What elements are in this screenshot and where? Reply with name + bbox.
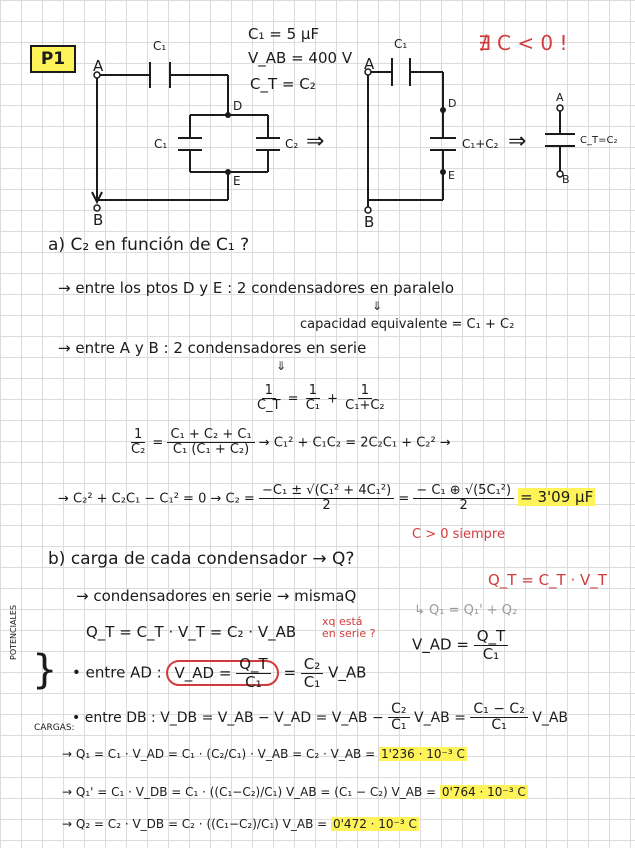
q1p-value: 0'764 · 10⁻³ C — [441, 785, 526, 799]
label-b: B — [93, 211, 104, 229]
label-b-2: B — [364, 213, 375, 231]
potenciales-label: POTENCIALES — [9, 604, 18, 660]
section-b-title: b) carga de cada condensador → Q? — [48, 549, 355, 569]
label-d: D — [233, 99, 243, 113]
q2-value: 0'472 · 10⁻³ C — [333, 817, 417, 831]
label-e: E — [233, 174, 241, 188]
note-positive: C > 0 siempre — [412, 527, 505, 542]
label-c1-left: C₁ — [154, 137, 168, 151]
implies-arrow-2: ⇒ — [508, 129, 527, 154]
red-note: ∄ C < 0 ! — [478, 31, 568, 55]
qt-line: Q_T = C_T · V_T = C₂ · V_AB — [86, 623, 297, 641]
vad-box: V_AD = $\frac{Q\_T}{\text{C₁}}$ — [166, 660, 278, 686]
q1-value: 1'236 · 10⁻³ C — [380, 747, 465, 761]
section-a-line2: → entre A y B : 2 condensadores en serie — [58, 339, 367, 357]
section-a-line1-result: capacidad equivalente = C₁ + C₂ — [300, 317, 515, 332]
xq-note: xq está en serie ? — [322, 615, 376, 641]
equation-2: $\frac{1}{\text{C₂}}$ = $\frac{\text{C₁ + C₂ + C₁}}{\text{C₁ (C₁ + C₂)}}$ → C₁² + C₁C₂ = 2C₂C₁ + C₂² → — [131, 427, 451, 458]
given-c1: C₁ = 5 μF — [248, 25, 320, 43]
problem-tag: P1 — [30, 45, 76, 73]
label-c1-top: C₁ — [153, 39, 167, 53]
label-ct: C_T=C₂ — [580, 135, 618, 146]
brace: } — [32, 647, 58, 693]
label-a-2: A — [364, 55, 375, 73]
qsum-gray: ↳ Q₁ = Q₁' + Q₂ — [414, 603, 518, 618]
given-vab: V_AB = 400 V — [248, 49, 353, 67]
result-c2: = 3'09 μF — [520, 488, 594, 507]
vad-right: V_AD = $\frac{Q\_T}{\text{C₁}}$ — [412, 628, 508, 662]
equation-3: → C₂² + C₂C₁ − C₁² = 0 → C₂ = $\frac{\text{−C₁ ± √(C₁² + 4C₁²)}}{2}$ = $\frac{\text{− C₁ ⊕ √(5C₁²)}}{2}$ = 3'09 μF — [58, 483, 594, 514]
cargas-label: CARGAS: — [34, 723, 75, 733]
label-c1c2: C₁+C₂ — [462, 137, 499, 151]
q2-line: → Q₂ = C₂ · V_DB = C₂ · ((C₁−C₂)/C₁) V_AB = 0'472 · 10⁻³ C — [62, 817, 417, 831]
label-d-2: D — [448, 97, 457, 110]
section-a-line2-arrow: ⇓ — [276, 359, 287, 373]
implies-arrow-1: ⇒ — [306, 129, 325, 154]
circuit-2 — [368, 58, 456, 208]
qt-red: Q_T = C_T · V_T — [488, 571, 607, 589]
label-a-3: A — [556, 91, 564, 104]
equation-1: $\frac{1}{C\_T}$ = $\frac{1}{\text{C₁}}$ + $\frac{1}{\text{C₁+C₂}}$ — [257, 383, 385, 414]
label-c2: C₂ — [285, 137, 299, 151]
section-b-line1: → condensadores en serie → mismaQ — [76, 587, 357, 605]
label-c1-2: C₁ — [394, 37, 408, 51]
entre-ad: • entre AD : V_AD = $\frac{Q\_T}{\text{C₁}}$ = $\frac{\text{C₂}}{\text{C₁}}$ V_AB — [72, 655, 367, 691]
q1p-line: → Q₁' = C₁ · V_DB = C₁ · ((C₁−C₂)/C₁) V_AB = (C₁ − C₂) V_AB = 0'764 · 10⁻³ C — [62, 785, 526, 799]
q1-line: → Q₁ = C₁ · V_AD = C₁ · (C₂/C₁) · V_AB = C₂ · V_AB = 1'236 · 10⁻³ C — [62, 747, 465, 761]
label-e-2: E — [448, 169, 455, 182]
section-a-line1-arrow: ⇓ — [372, 299, 383, 313]
entre-db: • entre DB : V_DB = V_AB − V_AD = V_AB − $\frac{\text{C₂}}{\text{C₁}}$ V_AB = $\frac{\text{C₁ − C₂}}{\text{C₁}}$ V_AB — [72, 701, 569, 734]
circuit-3 — [545, 108, 575, 172]
section-a-title: a) C₂ en función de C₁ ? — [48, 235, 250, 255]
label-a: A — [93, 57, 104, 75]
given-ct: C_T = C₂ — [250, 75, 316, 93]
section-a-line1: → entre los ptos D y E : 2 condensadores en paralelo — [58, 279, 455, 297]
label-b-3: B — [562, 173, 570, 186]
